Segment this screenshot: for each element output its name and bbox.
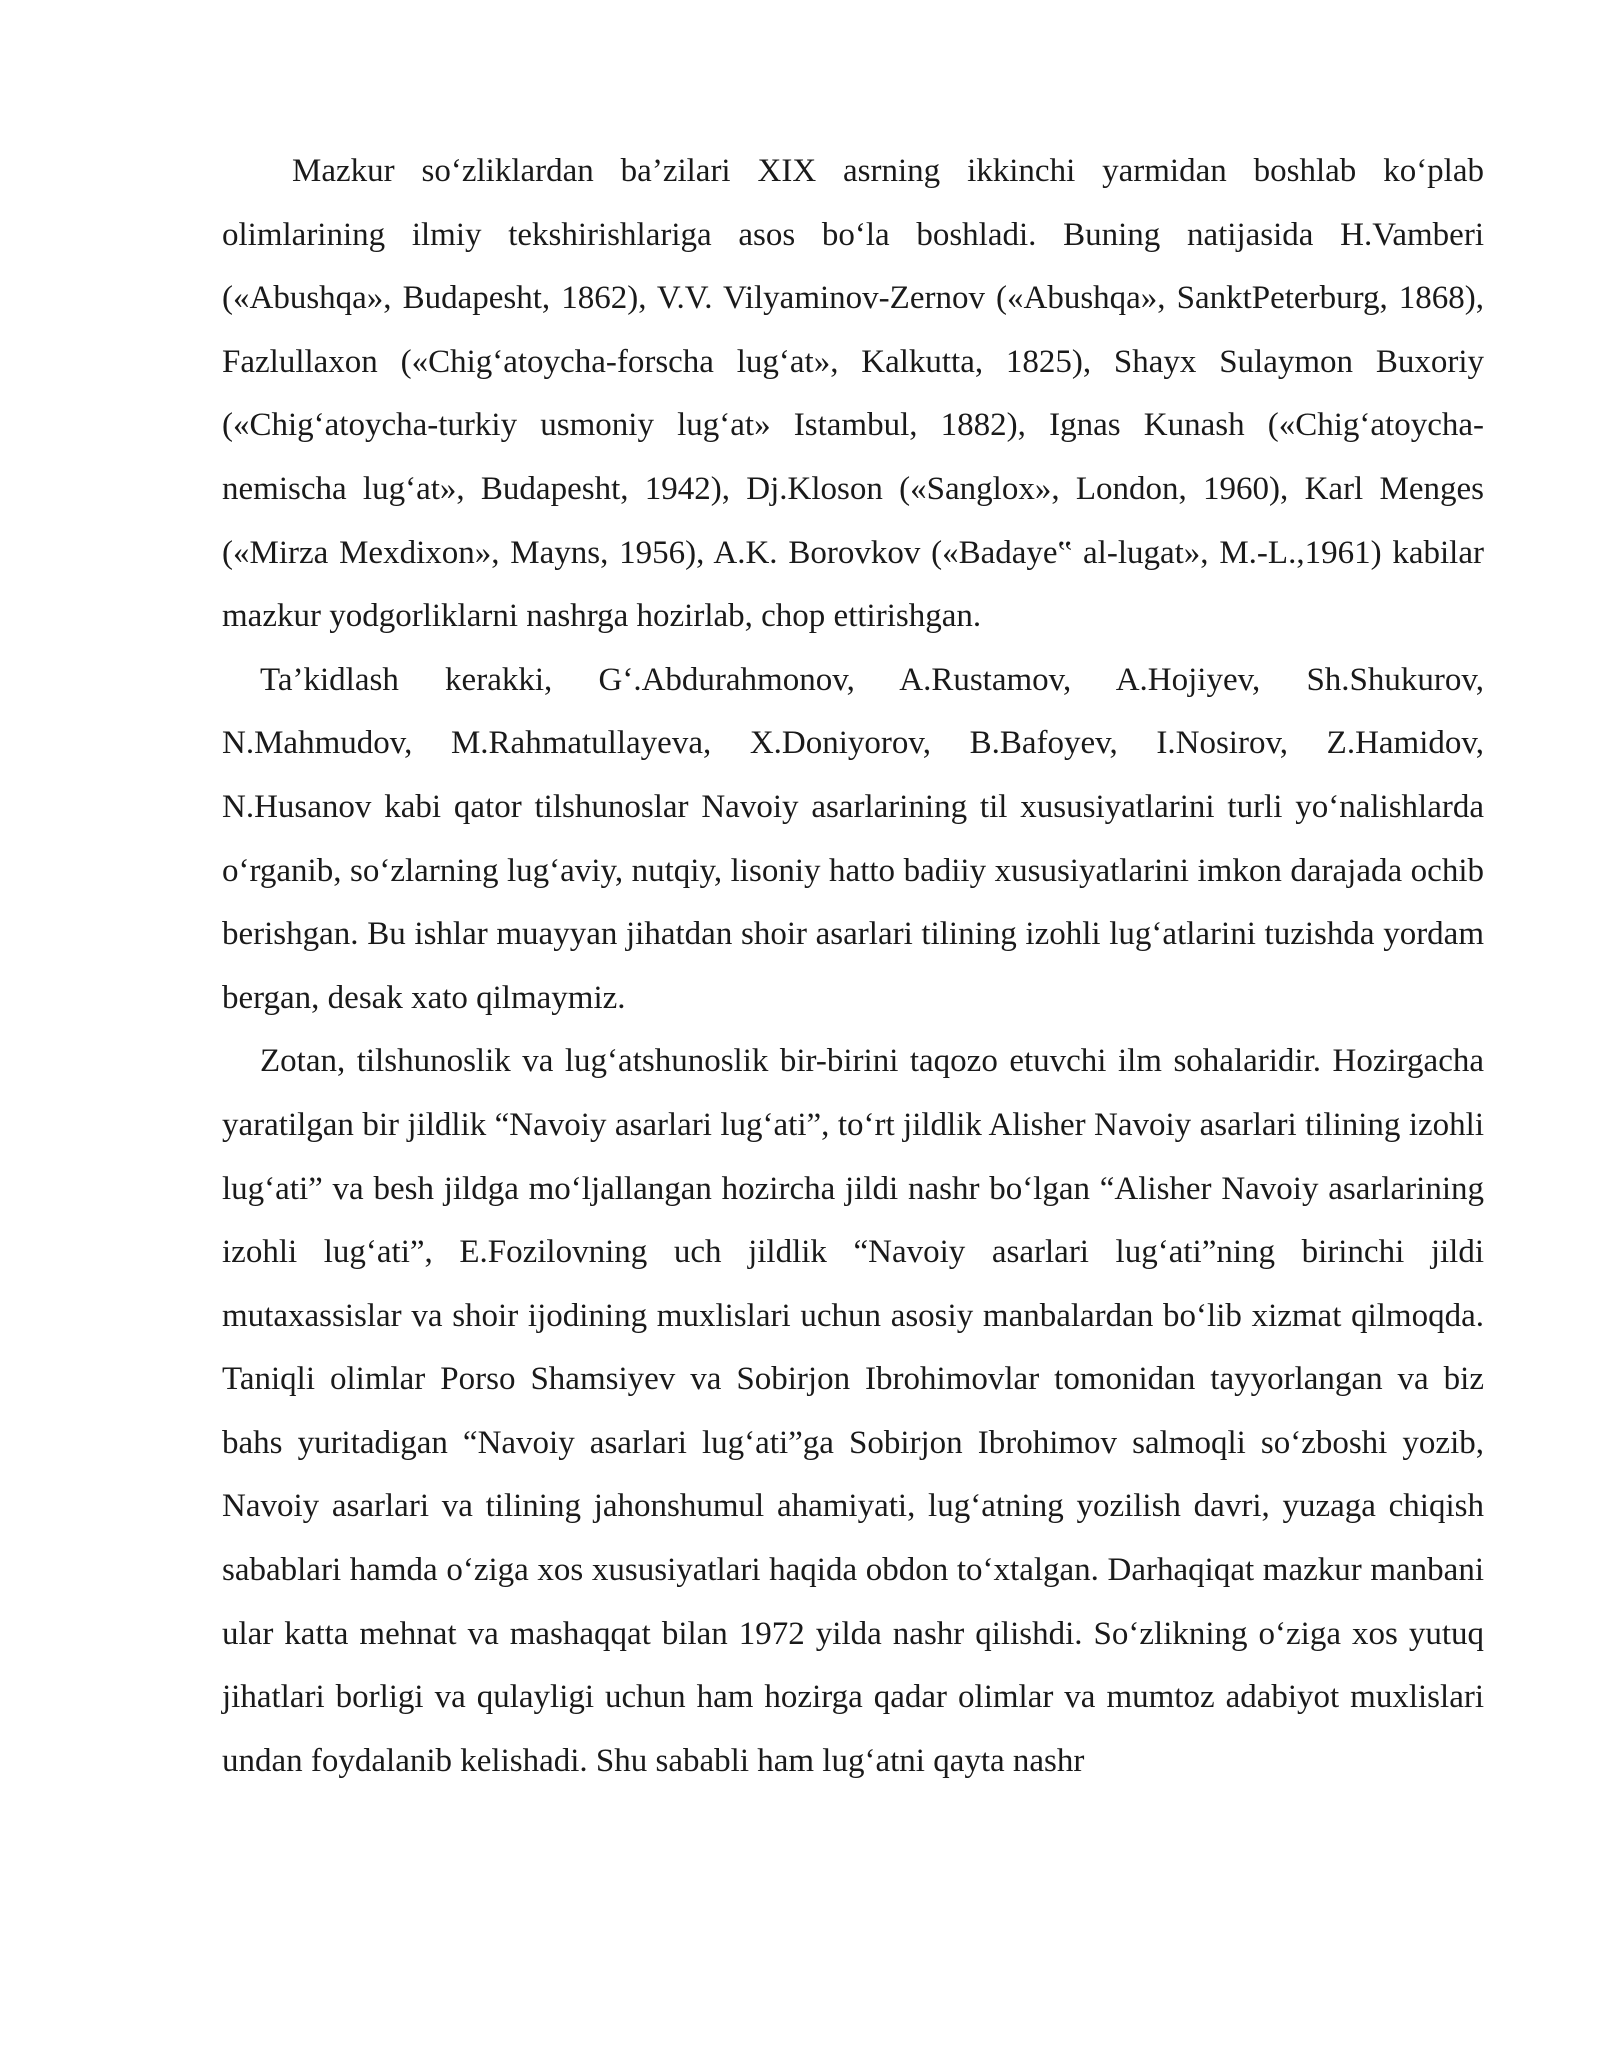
paragraph: Zotan, tilshunoslik va lug‘atshunoslik bir-birini taqozo etuvchi ilm sohalaridir. Hozirgacha yaratilgan bir jildlik “Navoiy asarlari lug‘ati”, to‘rt jildlik Alisher Navoiy asarlari tilining izohli lug‘ati” va besh jildga mo‘ljallangan hozircha jildi nashr bo‘lgan “Alisher Navoiy asarlarining izohli lug‘ati”, E.Fozilovning uch jildlik “Navoiy asarlari lug‘ati”ning birinchi jildi mutaxassislar va shoir ijodining muxlislari uchun asosiy manbalardan bo‘lib xizmat qilmoqda. Taniqli olimlar Porso Shamsiyev va Sobirjon Ibrohimovlar tomonidan tayyorlangan va biz bahs yuritadigan “Navoiy asarlari lug‘ati”ga Sobirjon Ibrohimov salmoqli so‘zboshi yozib, Navoiy asarlari va tilining jahonshumul ahamiyati, lug‘atning yozilish davri, yuzaga chiqish sabablari hamda o‘ziga xos xususiyatlari haqida obdon to‘xtalgan. Darhaqiqat mazkur manbani ular katta mehnat va mashaqqat bilan 1972 yilda nashr qilishdi. So‘zlikning o‘ziga xos yutuq jihatlari borligi va qulayligi uchun ham hozirga qadar olimlar va mumtoz adabiyot muxlislari undan foydalanib kelishadi. Shu sababli ham lug‘atni qayta nashr (222, 1043, 1484, 1779)
paragraph: Mazkur so‘zliklardan ba’zilari XIX asrning ikkinchi yarmidan boshlab ko‘plab olimlarining ilmiy tekshirishlariga asos bo‘la boshladi. Buning natijasida H.Vamberi («Abushqa», Budapesht, 1862), V.V. Vilyaminov-Zernov («Abushqa», SanktPeterburg, 1868), Fazlullaxon («Chig‘atoycha-forscha lug‘at», Kalkutta, 1825), Shayx Sulaymon Buxoriy («Chig‘atoycha-turkiy usmoniy lug‘at» Istambul, 1882), Ignas Kunash («Chig‘atoycha-nemischa lug‘at», Budapesht, 1942), Dj.Kloson («Sanglox», London, 1960), Karl Menges («Mirza Mexdixon», Mayns, 1956), A.K. Borovkov («Badaye‟ al-lugat», M.-L.,1961) kabilar mazkur yodgorliklarni nashrga hozirlab, chop ettirishgan. (222, 153, 1484, 635)
paragraph: Ta’kidlash kerakki, G‘.Abdurahmonov, A.Rustamov, A.Hojiyev, Sh.Shukurov, N.Mahmudov, M.Rahmatullayeva, X.Doniyorov, B.Bafoyev, I.Nosirov, Z.Hamidov, N.Husanov kabi qator tilshunoslar Navoiy asarlarining til xususiyatlarini turli yo‘nalishlarda o‘rganib, so‘zlarning lug‘aviy, nutqiy, lisoniy hatto badiiy xususiyatlarini imkon darajada ochib berishgan. Bu ishlar muayyan jihatdan shoir asarlari tilining izohli lug‘atlarini tuzishda yordam bergan, desak xato qilmaymiz. (222, 661, 1484, 1016)
body-text (222, 140, 1484, 1793)
